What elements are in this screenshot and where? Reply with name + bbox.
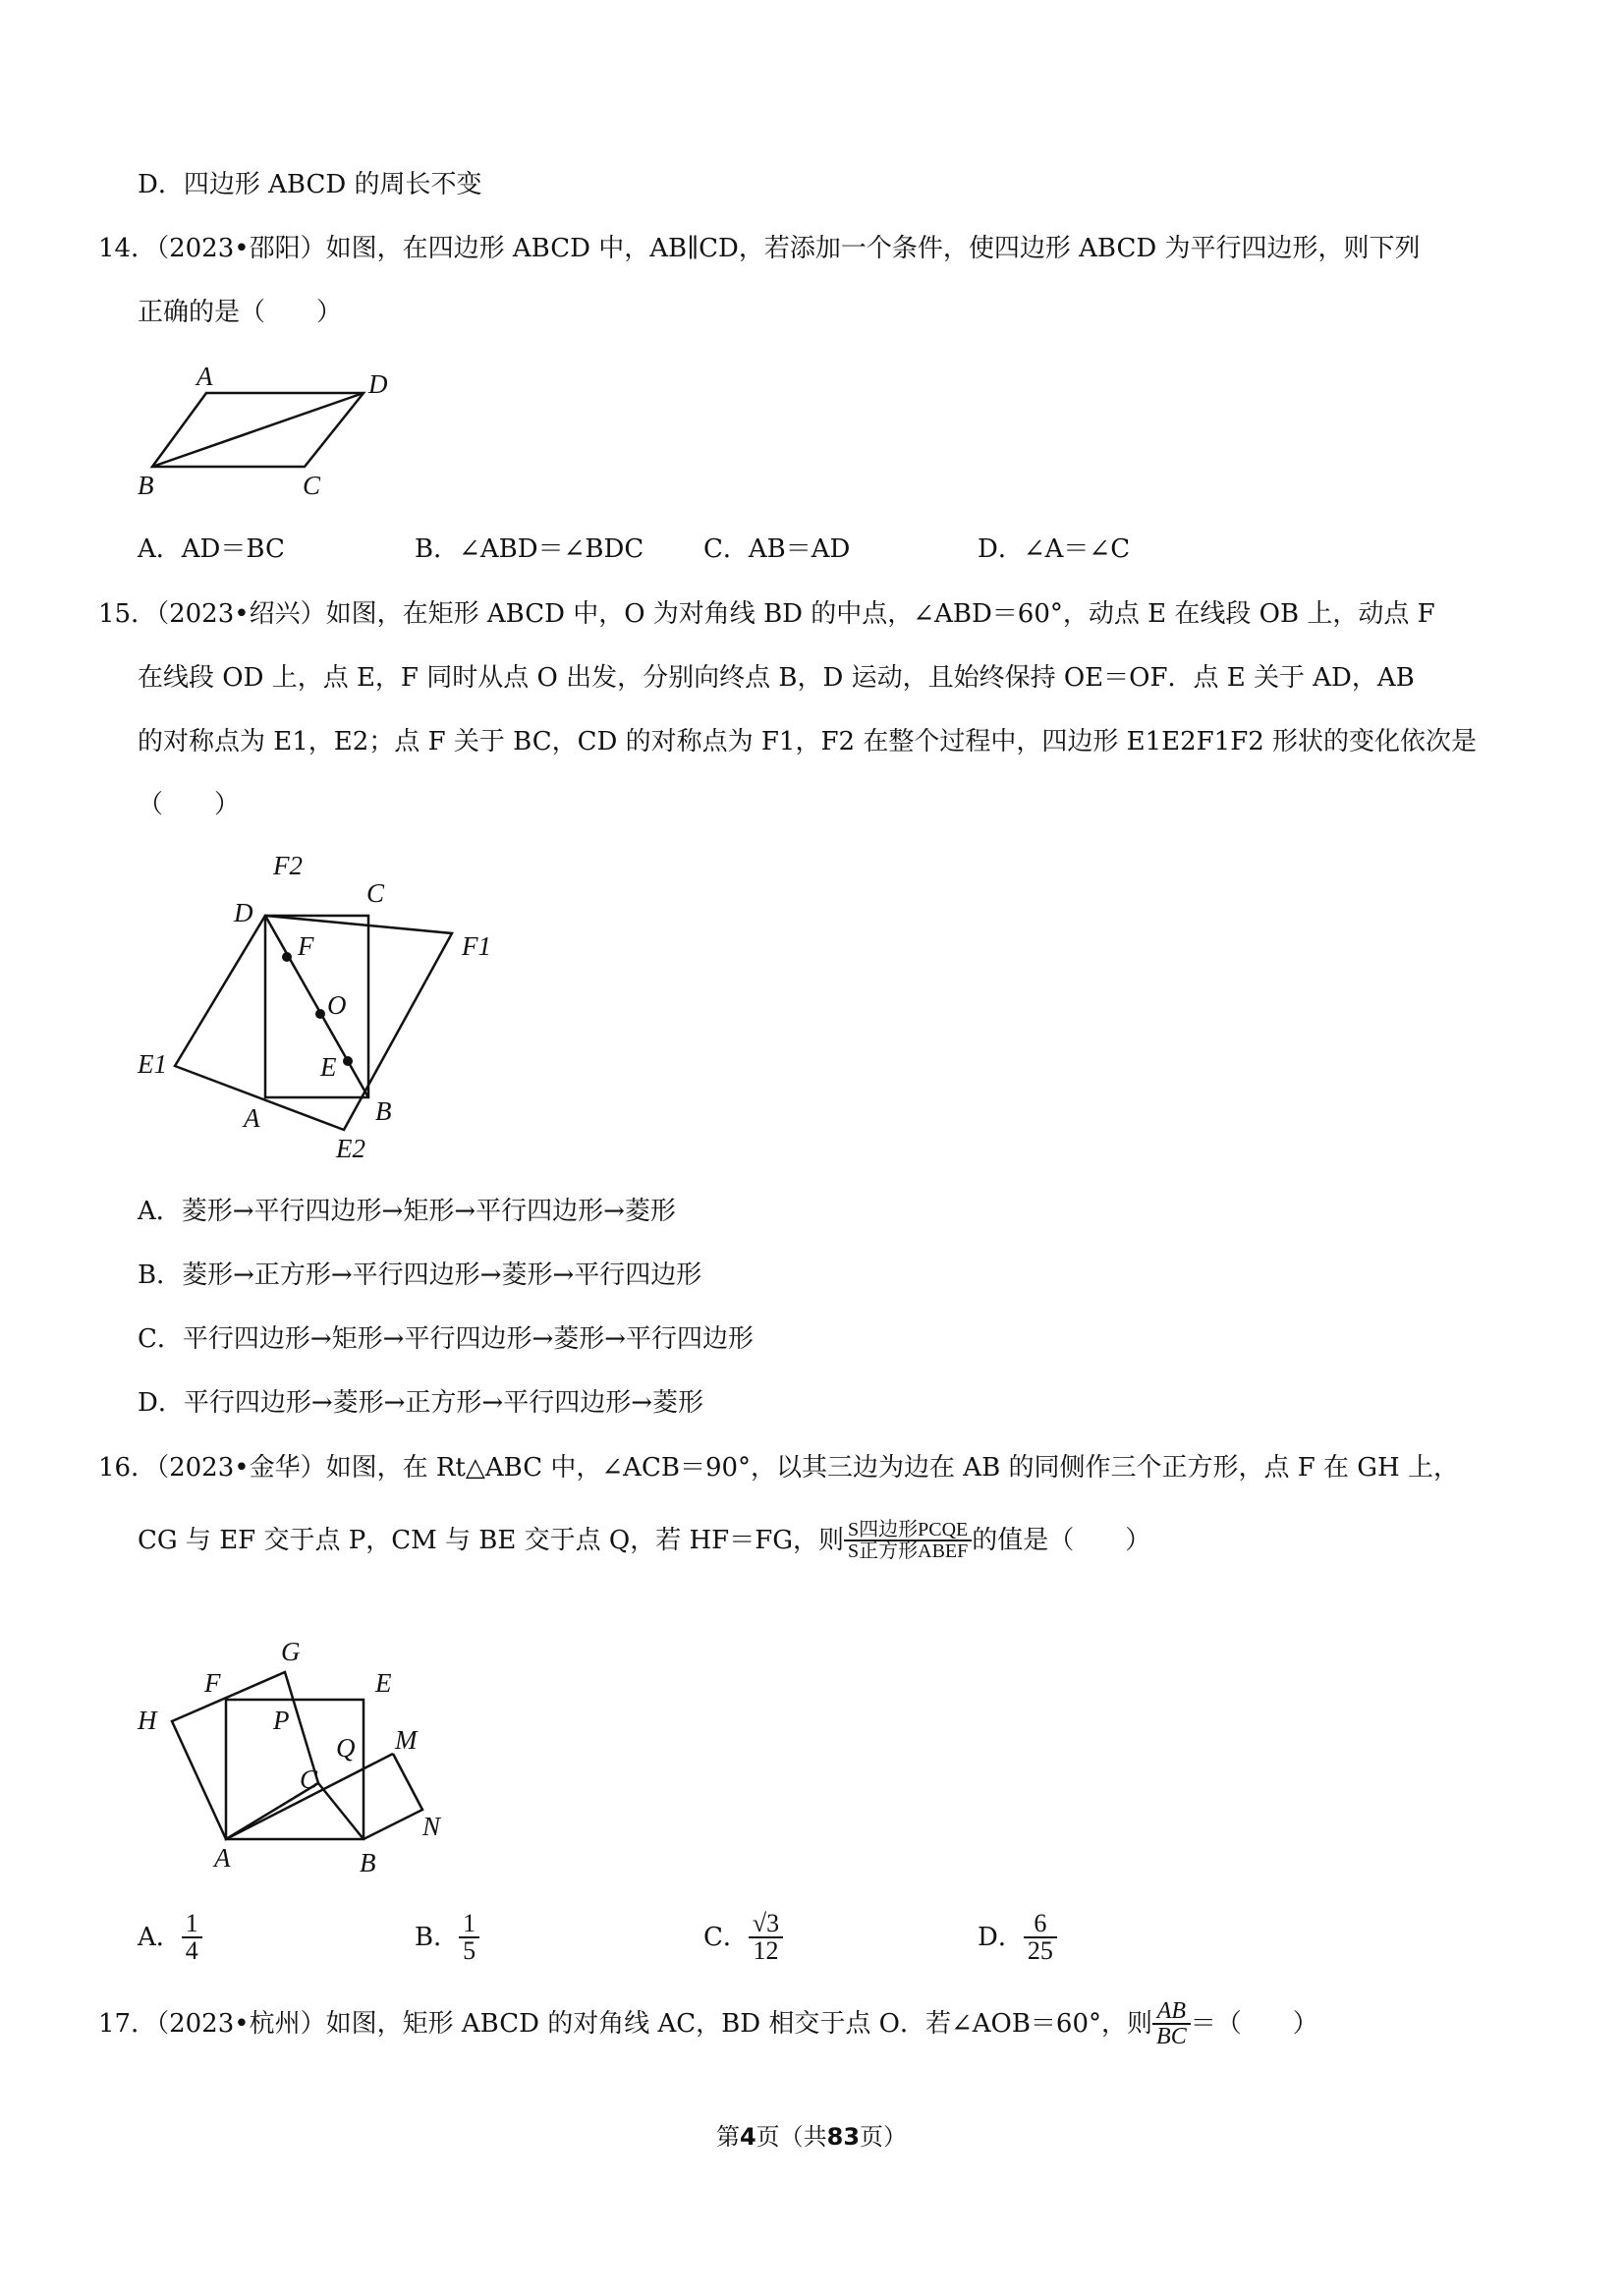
q15-label-e: E [320, 1052, 337, 1082]
footer-prefix: 第 [715, 2123, 740, 2151]
q17-stem-text: 17．（2023•杭州）如图，矩形 ABCD 的对角线 AC，BD 相交于点 O．若∠AOB＝60°，则 [98, 2009, 1153, 2039]
q16-option-b-label: B． [415, 1923, 460, 1952]
q16-option-a-num: 1 [185, 1909, 198, 1937]
q16-option-a-fraction [182, 1911, 202, 1964]
q15-label-f: F [298, 931, 314, 961]
q16-label-c: C [300, 1764, 318, 1794]
q14-option-d: D．∠A＝∠C [978, 534, 1131, 564]
q14-figure [128, 354, 413, 511]
q16-label-b: B [360, 1848, 376, 1876]
q14-label-c: C [303, 471, 321, 500]
q16-option-c-num: √3 [752, 1909, 780, 1937]
q15-label-f2: F2 [273, 851, 303, 880]
q15-stem-line3: 的对称点为 E1，E2；点 F 关于 BC，CD 的对称点为 F1，F2 在整个过程中，四边形 E1E2F1F2 形状的变化依次是 [138, 727, 1478, 756]
q15-label-c: C [366, 878, 385, 908]
q16-figure [128, 1631, 462, 1876]
q16-stem-line2-tail: 的值是（ ） [972, 1526, 1151, 1555]
q15-label-a: A [244, 1103, 260, 1133]
page-footer [0, 2117, 1623, 2152]
q16-option-a-den: 4 [182, 1936, 202, 1964]
q16-option-b [415, 1911, 479, 1964]
q16-option-b-den: 5 [459, 1936, 479, 1964]
footer-total-pages: 83 [826, 2123, 861, 2151]
q16-label-a: A [214, 1843, 231, 1873]
footer-page-number: 4 [739, 2123, 756, 2151]
q15-option-b: B．菱形→正方形→平行四边形→菱形→平行四边形 [138, 1260, 702, 1290]
q14-stem-line1: 14．（2023•邵阳）如图，在四边形 ABCD 中，AB∥CD，若添加一个条件，使四边形 ABCD 为平行四边形，则下列 [98, 234, 1421, 263]
q16-label-q: Q [336, 1733, 356, 1763]
q17-stem-tail: ＝（ ） [1190, 2009, 1318, 2039]
q14-label-a: A [196, 362, 213, 391]
q16-stem-line2 [138, 1520, 1150, 1561]
q16-label-m: M [395, 1725, 418, 1755]
q16-option-d-den: 25 [1024, 1936, 1057, 1964]
q16-option-c-den: 12 [749, 1936, 783, 1964]
q16-option-d-fraction [1024, 1911, 1057, 1964]
q16-area-ratio [844, 1520, 972, 1561]
q17-ratio-numerator: AB [1156, 1998, 1187, 2024]
q15-figure [128, 845, 521, 1169]
q16-option-d-num: 6 [1034, 1909, 1047, 1937]
q14-label-d: D [368, 369, 388, 399]
q15-option-d: D．平行四边形→菱形→正方形→平行四边形→菱形 [138, 1388, 703, 1418]
q16-stem-line1: 16．（2023•金华）如图，在 Rt△ABC 中，∠ACB＝90°，以其三边为边在 AB 的同侧作三个正方形，点 F 在 GH 上， [98, 1453, 1459, 1483]
q15-option-a: A．菱形→平行四边形→矩形→平行四边形→菱形 [138, 1197, 676, 1226]
q15-stem-line2: 在线段 OD 上，点 E，F 同时从点 O 出发，分别向终点 B，D 运动，且始终保持 OE＝OF．点 E 关于 AD，AB [138, 663, 1415, 693]
q16-option-d-label: D． [978, 1923, 1024, 1952]
q16-option-a-label: A． [138, 1923, 182, 1952]
q14-option-a: A．AD＝BC [138, 534, 285, 564]
q14-label-b: B [138, 471, 154, 500]
q15-label-e2: E2 [336, 1134, 365, 1163]
q16-option-b-num: 1 [463, 1909, 476, 1937]
q16-ratio-denominator: S正方形ABEF [844, 1540, 972, 1561]
q16-option-d [978, 1911, 1057, 1964]
q16-label-h: H [138, 1706, 157, 1735]
q16-label-f: F [204, 1668, 221, 1698]
q17-ratio-denominator: BC [1152, 2023, 1191, 2048]
q15-label-d: D [234, 898, 253, 927]
q14-stem-line2: 正确的是（ ） [138, 298, 343, 327]
q16-option-c-fraction [749, 1911, 783, 1964]
q16-option-c [703, 1911, 783, 1964]
q15-option-c: C．平行四边形→矩形→平行四边形→菱形→平行四边形 [138, 1324, 755, 1354]
q15-label-f1: F1 [462, 931, 491, 961]
q16-label-p: P [273, 1706, 290, 1735]
q13-option-d: D．四边形 ABCD 的周长不变 [138, 170, 482, 199]
footer-mid: 页（共 [756, 2123, 827, 2151]
q16-option-b-fraction [459, 1911, 479, 1964]
q15-stem-line4: （ ） [138, 790, 241, 819]
q17-ratio [1152, 1999, 1191, 2048]
q16-label-e: E [375, 1668, 392, 1698]
q16-ratio-numerator: S四边形PCQE [848, 1519, 969, 1540]
q15-label-o: O [327, 990, 347, 1020]
q16-option-a [138, 1911, 202, 1964]
footer-suffix: 页） [860, 2123, 908, 2151]
q16-option-c-label: C． [703, 1923, 749, 1952]
q14-option-c: C．AB＝AD [703, 534, 851, 564]
q15-stem-line1: 15．（2023•绍兴）如图，在矩形 ABCD 中，O 为对角线 BD 的中点，∠ABD＝60°，动点 E 在线段 OB 上，动点 F [98, 599, 1435, 629]
q15-label-e1: E1 [138, 1049, 167, 1079]
q15-label-b: B [375, 1096, 392, 1126]
q16-label-n: N [422, 1812, 441, 1841]
q16-label-g: G [281, 1637, 301, 1666]
q16-stem-line2-text: CG 与 EF 交于点 P，CM 与 BE 交于点 Q，若 HF＝FG，则 [138, 1526, 844, 1555]
q17-stem-line1 [98, 1999, 1318, 2048]
q14-option-b: B．∠ABD＝∠BDC [415, 534, 644, 564]
